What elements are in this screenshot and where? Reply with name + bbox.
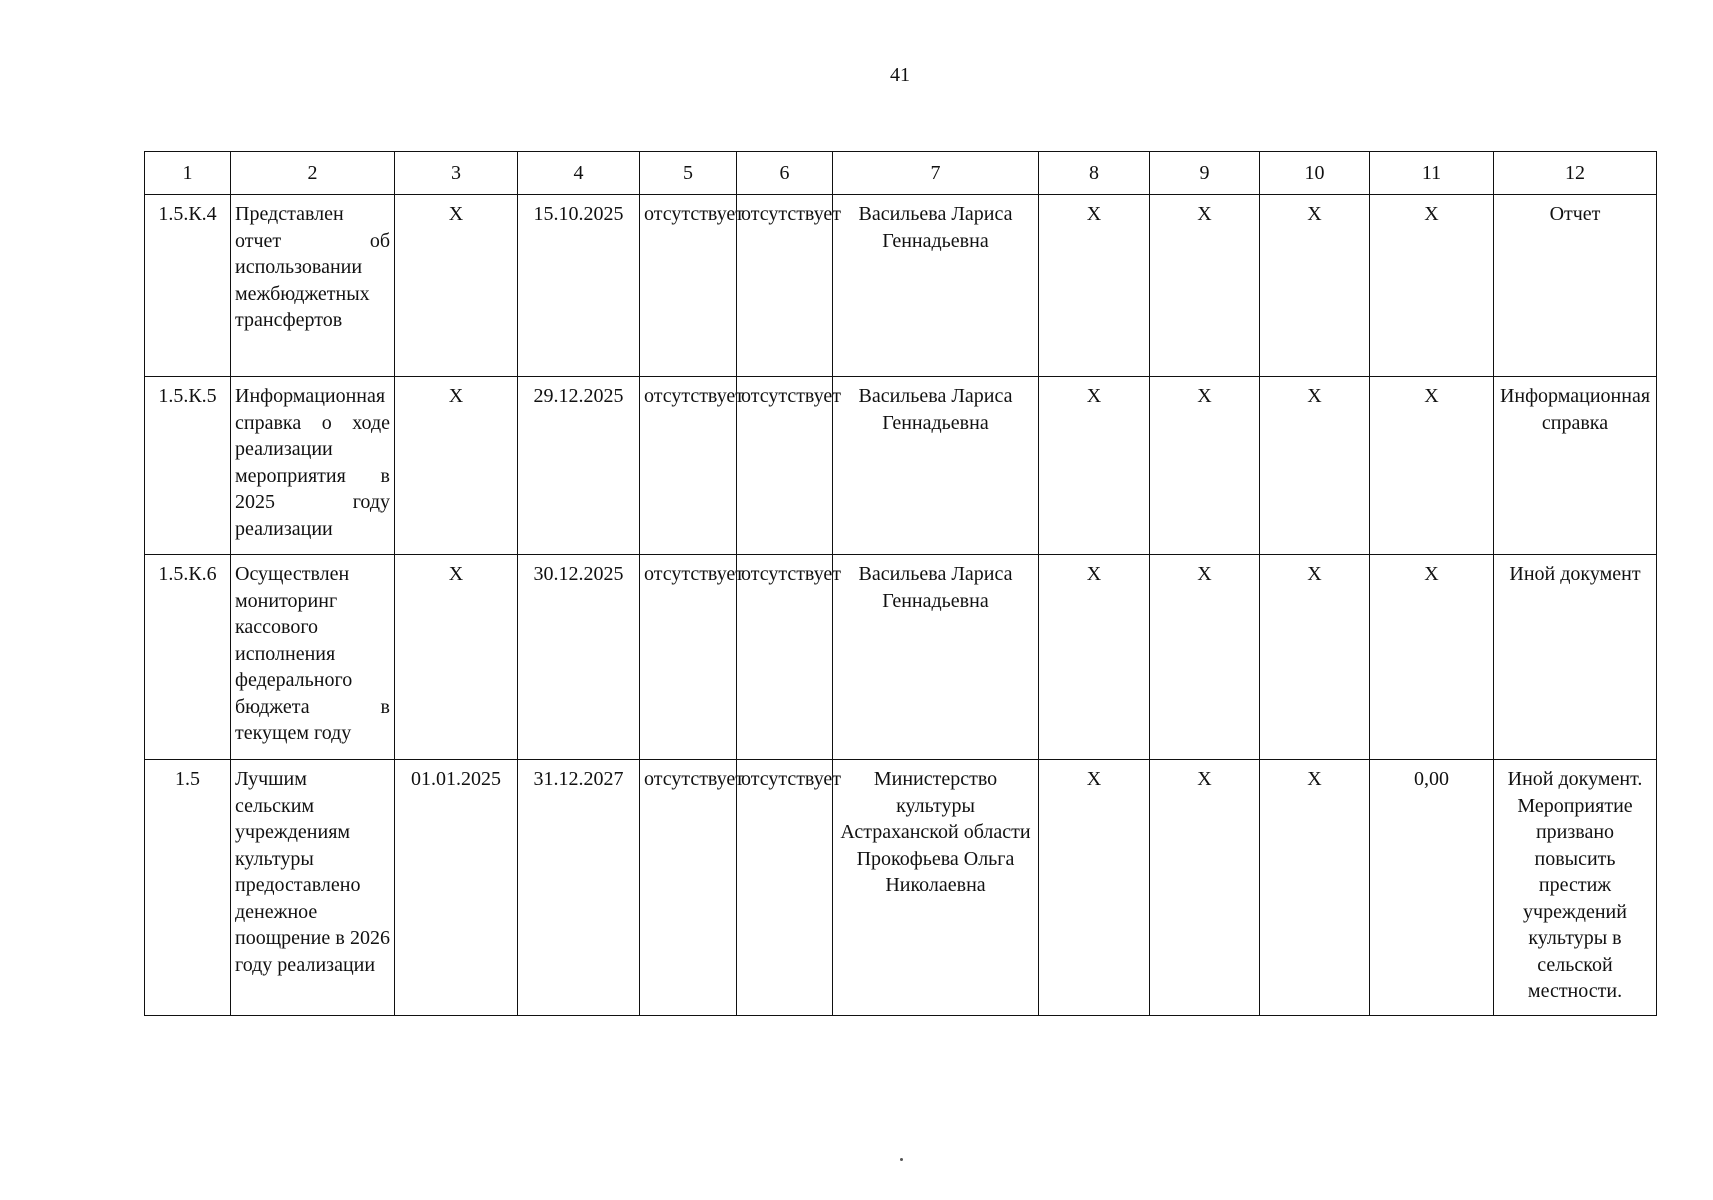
row-description: Лучшим сельским учреждениям культуры предоставлено денежное поощрение в 2026 году реализации (231, 760, 395, 1016)
cell-col8: X (1039, 555, 1150, 760)
cell-col8: X (1039, 377, 1150, 555)
cell-col8: X (1039, 760, 1150, 1016)
cell-col9: X (1150, 760, 1260, 1016)
cell-col10: X (1260, 377, 1370, 555)
cell-col11: X (1370, 555, 1494, 760)
cell-col5: отсутствует (640, 760, 737, 1016)
document-type-cell: Отчет (1494, 195, 1657, 377)
row-code: 1.5.К.6 (145, 555, 231, 760)
table-row (145, 195, 1657, 377)
cell-col6: отсутствует (737, 195, 833, 377)
responsible-cell: Министерство культуры Астраханской области Прокофьева Ольга Николаевна (833, 760, 1039, 1016)
row-code: 1.5.К.5 (145, 377, 231, 555)
document-type-cell: Информационная справка (1494, 377, 1657, 555)
cell-col11: X (1370, 195, 1494, 377)
cell-col6: отсутствует (737, 555, 833, 760)
column-header: 7 (833, 152, 1039, 195)
row-code: 1.5.К.4 (145, 195, 231, 377)
document-type-cell: Иной документ. Мероприятие призвано повысить престиж учреждений культуры в сельской местности. (1494, 760, 1657, 1016)
table-row (145, 555, 1657, 760)
cell-col11: 0,00 (1370, 760, 1494, 1016)
responsible-cell: Васильева Лариса Геннадьевна (833, 195, 1039, 377)
column-header: 12 (1494, 152, 1657, 195)
column-header: 5 (640, 152, 737, 195)
cell-col9: X (1150, 195, 1260, 377)
row-code: 1.5 (145, 760, 231, 1016)
column-header: 1 (145, 152, 231, 195)
cell-col9: X (1150, 377, 1260, 555)
row-description: Представлен отчет об использовании межбюджетных трансфертов (231, 195, 395, 377)
row-description: Осуществлен мониторинг кассового исполнения федерального бюджета в текущем году (231, 555, 395, 760)
end-date-cell: 29.12.2025 (518, 377, 640, 555)
start-date-cell: X (395, 555, 518, 760)
table-row (145, 377, 1657, 555)
cell-col10: X (1260, 195, 1370, 377)
column-header: 11 (1370, 152, 1494, 195)
cell-col6: отсутствует (737, 760, 833, 1016)
table-header-row (145, 152, 1657, 195)
cell-col9: X (1150, 555, 1260, 760)
cell-col5: отсутствует (640, 555, 737, 760)
column-header: 10 (1260, 152, 1370, 195)
start-date-cell: X (395, 377, 518, 555)
cell-col10: X (1260, 555, 1370, 760)
column-header: 9 (1150, 152, 1260, 195)
row-description: Информационная справка о ходе реализации мероприятия в 2025 году реализации (231, 377, 395, 555)
column-header: 8 (1039, 152, 1150, 195)
end-date-cell: 15.10.2025 (518, 195, 640, 377)
cell-col11: X (1370, 377, 1494, 555)
responsible-cell: Васильева Лариса Геннадьевна (833, 555, 1039, 760)
column-header: 2 (231, 152, 395, 195)
document-type-cell: Иной документ (1494, 555, 1657, 760)
cell-col6: отсутствует (737, 377, 833, 555)
end-date-cell: 31.12.2027 (518, 760, 640, 1016)
responsible-cell: Васильева Лариса Геннадьевна (833, 377, 1039, 555)
column-header: 6 (737, 152, 833, 195)
start-date-cell: X (395, 195, 518, 377)
column-header: 4 (518, 152, 640, 195)
activities-table (144, 151, 1657, 1016)
start-date-cell: 01.01.2025 (395, 760, 518, 1016)
cell-col8: X (1039, 195, 1150, 377)
cell-col5: отсутствует (640, 377, 737, 555)
cell-col10: X (1260, 760, 1370, 1016)
end-date-cell: 30.12.2025 (518, 555, 640, 760)
table-row (145, 760, 1657, 1016)
scan-speck (900, 1158, 903, 1161)
page-number: 41 (890, 64, 910, 86)
cell-col5: отсутствует (640, 195, 737, 377)
column-header: 3 (395, 152, 518, 195)
